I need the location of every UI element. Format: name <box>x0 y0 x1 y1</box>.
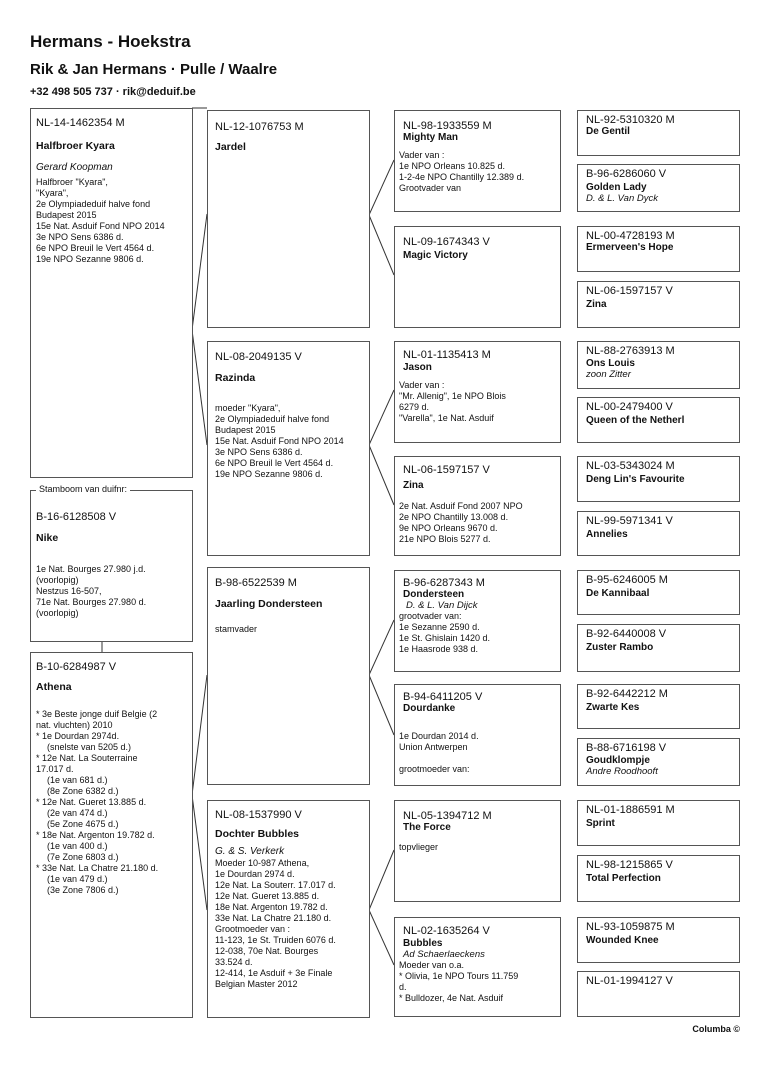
pigeon-notes: grootvader van: 1e Sezanne 2590 d. 1e St. Ghislain 1420 d. 1e Haasrode 938 d. <box>399 611 491 654</box>
pigeon-name: Nike <box>36 532 59 544</box>
pigeon-card-halfbroer-kyara[interactable] <box>30 108 193 478</box>
pigeon-notes: Moeder 10-987 Athena, 1e Dourdan 2974 d. 12e Nat. La Souterr. 17.017 d. 12e Nat. Gueret 13.885 d. 18e Nat. Argenton 19.782 d. 33e Nat. La Chatre 21.180 d. Grootmoeder van : 11-123, 1e St. Truiden 6076 d. 12-038, 70e Nat. Bourges 33.524 d. 12-414, 1e Asduif + 3e Finale Belgian Master 2012 <box>215 858 336 989</box>
pigeon-name: Zina <box>586 299 607 310</box>
pigeon-card-de-kannibaal[interactable] <box>577 570 740 615</box>
pigeon-card-deng-lins-favourite[interactable] <box>577 456 740 502</box>
pedigree-legend: Stamboom van duifnr: <box>36 484 130 494</box>
pigeon-name: Annelies <box>586 529 628 540</box>
pigeon-card-ermerveens-hope[interactable] <box>577 226 740 272</box>
pigeon-name: Ermerveen's Hope <box>586 242 674 253</box>
ring-number: NL-08-1537990 V <box>215 809 302 821</box>
pigeon-notes: * 3e Beste jonge duif Belgie (2 nat. vluchten) 2010 * 1e Dourdan 2974d. (snelste van 5205 d.) * 12e Nat. La Souterraine 17.017 d. (1e van 681 d.) (8e Zone 6382 d.) * 12e Nat. Gueret 13.885 d. (2e van 474 d.) (5e Zone 4675 d.) * 18e Nat. Argenton 19.782 d. (1e van 400 d.) (7e Zone 6803 d.) * 33e Nat. La Chatre 21.180 d. (1e van 479 d.) (3e Zone 7806 d.) <box>36 709 159 895</box>
pigeon-name: Jason <box>403 362 432 373</box>
pigeon-name: Dondersteen <box>403 589 465 600</box>
pigeon-card-zuster-rambo[interactable] <box>577 624 740 672</box>
ring-number: NL-05-1394712 M <box>403 810 492 822</box>
pigeon-card-the-force[interactable] <box>394 800 561 902</box>
pigeon-card-sprint[interactable] <box>577 800 740 846</box>
pigeon-name: Queen of the Netherl <box>586 415 685 426</box>
pigeon-card-wounded-knee[interactable] <box>577 917 740 963</box>
pigeon-notes: moeder "Kyara", 2e Olympiadeduif halve fond Budapest 2015 15e Nat. Asduif Fond NPO 2014 3e NPO Sens 6386 d. 6e NPO Breuil le Vert 4564 d. 19e NPO Sezanne 9806 d. <box>215 403 344 479</box>
ring-number: B-96-6287343 M <box>403 577 485 589</box>
pigeon-card-athena[interactable] <box>30 652 193 1018</box>
ring-number: NL-09-1674343 V <box>403 236 490 248</box>
pigeon-name: Dochter Bubbles <box>215 828 300 840</box>
pigeon-card-bubbles[interactable] <box>394 917 561 1017</box>
pigeon-notes: Moeder van o.a. * Olivia, 1e NPO Tours 11.759 d. * Bulldozer, 4e Nat. Asduif <box>399 960 519 1003</box>
ring-number: NL-06-1597157 V <box>586 285 673 297</box>
pigeon-name: Halfbroer Kyara <box>36 140 115 152</box>
ring-number: NL-88-2763913 M <box>586 345 675 357</box>
owner-name: zoon Zitter <box>586 369 631 380</box>
pigeon-card-zina-gen3[interactable] <box>394 456 561 556</box>
pigeon-notes: Vader van : "Mr. Allenig", 1e NPO Blois 6279 d. "Varella", 1e Nat. Asduif <box>399 380 506 423</box>
ring-number: B-92-6442212 M <box>586 688 668 700</box>
pigeon-notes: 2e Nat. Asduif Fond 2007 NPO 2e NPO Chantilly 13.008 d. 9e NPO Orleans 9670 d. 21e NPO Blois 5277 d. <box>399 501 523 544</box>
pigeon-card-golden-lady[interactable] <box>577 164 740 212</box>
ring-number: NL-01-1994127 V <box>586 975 673 987</box>
pigeon-name: Zina <box>403 480 424 491</box>
ring-number: B-10-6284987 V <box>36 661 117 673</box>
pigeon-name: Magic Victory <box>403 250 468 261</box>
ring-number: NL-98-1215865 V <box>586 859 673 871</box>
pigeon-name: Wounded Knee <box>586 935 659 946</box>
ring-number: NL-01-1886591 M <box>586 804 675 816</box>
pigeon-card-nike[interactable] <box>30 490 193 642</box>
pigeon-card-zwarte-kes[interactable] <box>577 684 740 729</box>
pigeon-name: Ons Louis <box>586 358 635 369</box>
owner-name: Ad Schaerlaeckens <box>403 949 485 960</box>
ring-number: NL-93-1059875 M <box>586 921 675 933</box>
ring-number: B-98-6522539 M <box>215 577 297 589</box>
owner-name: Gerard Koopman <box>36 162 113 173</box>
pigeon-notes: 1e Nat. Bourges 27.980 j.d. (voorlopig) Nestzus 16-507, 71e Nat. Bourges 27.980 d. (voorlopig) <box>36 564 147 618</box>
pigeon-notes: Halfbroer "Kyara", "Kyara", 2e Olympiadeduif halve fond Budapest 2015 15e Nat. Asduif Fond NPO 2014 3e NPO Sens 6386 d. 6e NPO Breuil le Vert 4564 d. 19e NPO Sezanne 9806 d. <box>36 177 165 264</box>
pigeon-card-jaarling-dondersteen[interactable] <box>207 567 370 785</box>
ring-number: NL-99-5971341 V <box>586 515 673 527</box>
pigeon-card-dondersteen[interactable] <box>394 570 561 672</box>
ring-number: B-96-6286060 V <box>586 168 667 180</box>
pigeon-name: Zuster Rambo <box>586 642 654 653</box>
pigeon-name: Jaarling Dondersteen <box>215 598 323 610</box>
pigeon-card-dourdanke[interactable] <box>394 684 561 786</box>
pigeon-card-annelies[interactable] <box>577 511 740 556</box>
pigeon-card-queen-of-the-netherl[interactable] <box>577 397 740 443</box>
pigeon-name: The Force <box>403 822 451 833</box>
pigeon-notes: topvlieger <box>399 842 439 852</box>
ring-number: NL-12-1076753 M <box>215 121 304 133</box>
ring-number: NL-98-1933559 M <box>403 120 492 132</box>
page-title: Hermans - Hoekstra <box>30 32 191 51</box>
pigeon-card-dochter-bubbles[interactable] <box>207 800 370 1018</box>
pigeon-name: Zwarte Kes <box>586 702 640 713</box>
pigeon-card-total-perfection[interactable] <box>577 855 740 902</box>
breeder-names: Rik & Jan Hermans · Pulle / Waalre <box>30 61 278 78</box>
ring-number: B-92-6440008 V <box>586 628 667 640</box>
pigeon-card-zina-gen4[interactable] <box>577 281 740 328</box>
ring-number: NL-92-5310320 M <box>586 114 675 126</box>
pigeon-card-goudklompje[interactable] <box>577 738 740 786</box>
ring-number: B-95-6246005 M <box>586 574 668 586</box>
owner-name: Andre Roodhooft <box>586 766 658 777</box>
footer-credit: Columba © <box>692 1024 740 1034</box>
pigeon-name: Mighty Man <box>403 132 458 143</box>
pigeon-name: Dourdanke <box>403 703 456 714</box>
pigeon-notes: stamvader <box>215 624 258 634</box>
pigeon-name: Total Perfection <box>586 873 661 884</box>
pigeon-card-jardel[interactable] <box>207 110 370 328</box>
pigeon-card-mighty-man[interactable] <box>394 110 561 212</box>
pigeon-card-magic-victory[interactable] <box>394 226 561 328</box>
pigeon-card-razinda[interactable] <box>207 341 370 556</box>
ring-number: NL-02-1635264 V <box>403 925 490 937</box>
pigeon-card-de-gentil[interactable] <box>577 110 740 156</box>
ring-number: NL-01-1135413 M <box>403 349 491 361</box>
pigeon-card-jason[interactable] <box>394 341 561 443</box>
ring-number: NL-00-2479400 V <box>586 401 673 413</box>
pigeon-name: Sprint <box>586 818 615 829</box>
ring-number: NL-03-5343024 M <box>586 460 675 472</box>
pigeon-notes: 1e Dourdan 2014 d. Union Antwerpen grootmoeder van: <box>399 731 479 774</box>
pigeon-card-nl-01-1994127[interactable] <box>577 971 740 1017</box>
owner-name: G. & S. Verkerk <box>215 846 285 857</box>
ring-number: NL-00-4728193 M <box>586 230 675 242</box>
pigeon-name: De Gentil <box>586 126 630 137</box>
pigeon-card-ons-louis[interactable] <box>577 341 740 389</box>
ring-number: NL-06-1597157 V <box>403 464 490 476</box>
pigeon-name: Athena <box>36 681 72 693</box>
ring-number: NL-08-2049135 V <box>215 351 302 363</box>
pigeon-name: Bubbles <box>403 938 443 949</box>
owner-name: D. & L. Van Dijck <box>406 600 478 611</box>
ring-number: B-88-6716198 V <box>586 742 667 754</box>
pigeon-name: Razinda <box>215 372 256 384</box>
ring-number: NL-14-1462354 M <box>36 117 125 129</box>
contact-info: +32 498 505 737 · rik@deduif.be <box>30 86 196 98</box>
pigeon-name: Deng Lin's Favourite <box>586 474 685 485</box>
owner-name: D. & L. Van Dyck <box>586 193 658 204</box>
pigeon-name: Goudklompje <box>586 755 650 766</box>
pigeon-notes: Vader van : 1e NPO Orleans 10.825 d. 1-2-4e NPO Chantilly 12.389 d. Grootvader van <box>399 150 525 193</box>
pigeon-name: Golden Lady <box>586 182 647 193</box>
ring-number: B-94-6411205 V <box>403 691 483 703</box>
pigeon-name: De Kannibaal <box>586 588 650 599</box>
pigeon-name: Jardel <box>215 141 246 153</box>
ring-number: B-16-6128508 V <box>36 511 117 523</box>
